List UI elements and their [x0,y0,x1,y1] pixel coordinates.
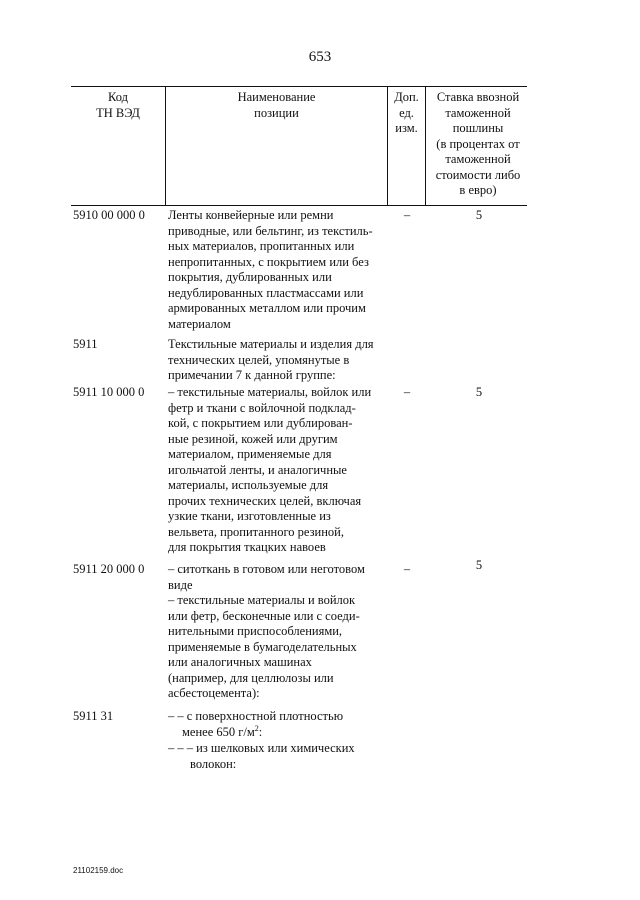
row-name-line: – – – из шелковых или химических [168,741,355,755]
row-name-line: или аналогичных машинах [168,655,312,669]
superscript: 2 [254,723,259,733]
row-name-line: ные резиной, кожей или другим [168,431,338,446]
row-name-line: приводные, или бельтинг, из текстиль- [168,223,373,238]
row-name-line: применяемые в бумагоделательных [168,639,357,654]
header-rate-line: Ставка ввозной [436,90,520,104]
row-name-line: – – с поверхностной плотностью [168,709,344,723]
row-name-line: материалы, используемые для [168,478,329,492]
row-name-line: материалом [168,316,231,331]
row-unit: – [403,208,411,222]
row-name [168,741,386,772]
row-unit: – [403,385,411,399]
header-rate-line: в евро) [459,183,497,197]
row-code: 5911 [73,337,98,351]
row-name [168,337,386,384]
header-unit [388,90,425,137]
header-name [166,90,387,121]
row-name-line: асбестоцемента): [168,686,260,700]
row-name-line: кой, с покрытием или дублирован- [168,416,353,430]
header-rate [426,90,530,199]
footer-filename: 21102159.doc [73,866,124,875]
row-rate: 5 [475,208,483,222]
row-name-line: виде [168,577,193,592]
row-code: 5911 20 000 0 [73,562,145,576]
row-rate: 5 [475,558,483,572]
row-name [168,593,386,702]
header-code [71,90,165,121]
row-rate: 5 [475,385,483,399]
row-name-line: (например, для целлюлозы или [168,670,334,685]
row-name-line: материалом, применяемые для [168,447,332,461]
header-rate-line: стоимости либо [435,167,521,182]
header-rate-line: таможенной [445,152,511,166]
header-unit-line: ед. [399,105,414,120]
header-rate-line: таможенной [445,105,511,120]
row-code: 5911 31 [73,709,114,723]
header-name-line: Наименование [237,90,316,104]
row-name-line: – текстильные материалы и войлок [168,593,356,607]
page-number: 653 [308,49,332,65]
row-name-line: прочих технических целей, включая [168,493,362,508]
header-rate-line: пошлины [452,121,504,135]
header-code-line: Код [108,90,128,104]
row-name-line: – текстильные материалы, войлок или [168,385,372,399]
row-name [168,709,386,740]
table-top-rule [71,86,527,87]
row-name-line: или фетр, бесконечные или с соеди- [168,608,360,623]
header-unit-line: изм. [395,121,418,135]
row-name-text: менее 650 г/м [182,724,255,739]
row-name-line: вельвета, пропитанного резиной, [168,524,344,539]
row-name-line: волокон: [190,756,237,771]
row-code: 5910 00 000 0 [73,208,145,222]
row-name-line: узкие ткани, изготовленные из [168,509,331,523]
row-name-line: фетр и ткани с войлочной подклад- [168,400,356,415]
row-name-line: ных материалов, пропитанных или [168,239,355,253]
row-name-tail: : [258,724,263,739]
row-code: 5911 10 000 0 [73,385,145,399]
row-name-line: технических целей, упомянутые в [168,352,350,367]
row-name-line: Ленты конвейерные или ремни [168,208,334,222]
row-name-line: армированных металлом или прочим [168,301,366,315]
row-name-line: нительными приспособлениями, [168,624,343,638]
row-name [168,385,386,556]
header-rate-line: (в процентах от [436,136,520,151]
header-unit-line: Доп. [394,90,419,104]
row-name-line: Текстильные материалы и изделия для [168,337,374,351]
row-name-line [168,725,386,741]
row-name [168,208,386,332]
header-code-line: ТН ВЭД [96,105,140,120]
row-name [168,562,386,593]
row-name-line: – ситоткань в готовом или неготовом [168,562,365,576]
row-name-line: непропитанных, с покрытием или без [168,254,369,269]
row-name-line: недублированных пластмассами или [168,285,364,300]
row-name-line: покрытия, дублированных или [168,270,332,284]
row-name-line: для покрытия ткацких навоев [168,540,326,554]
row-name-line: примечании 7 к данной группе: [168,368,336,382]
row-unit: – [403,562,411,576]
row-name-line: игольчатой ленты, и аналогичные [168,462,347,477]
table-header-rule [71,205,527,206]
header-name-line: позиции [254,105,299,120]
